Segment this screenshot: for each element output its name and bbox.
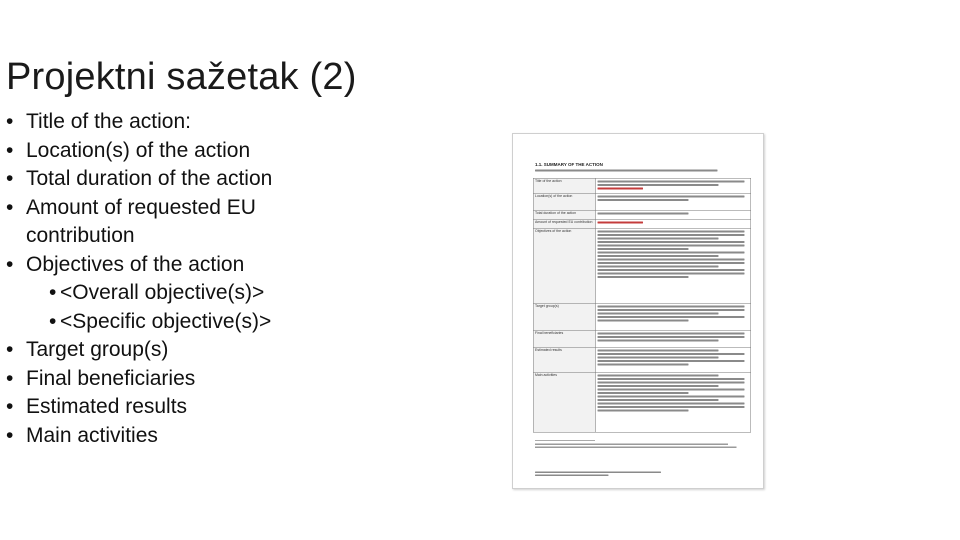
table-cell [596,303,751,330]
table-row-label: Total duration of the action [533,210,596,219]
bullet-item [4,165,444,194]
table-cell [596,210,751,219]
bullet-item [4,422,444,451]
table-row [533,330,751,347]
table-row-label: Location(s) of the action [533,193,596,210]
document-thumbnail [512,133,764,489]
table-row [533,193,751,210]
table-cell [596,178,751,193]
bullet-dot-icon: • [6,195,14,219]
bullet-dot-icon: • [6,167,14,190]
bullet-dot-icon: • [6,252,14,276]
bullet-text: Title of the action: [26,110,191,133]
table-row-label: Estimated results [533,347,596,372]
bullet-dot-icon: • [49,281,57,304]
bullet-dot-icon: • [6,338,14,361]
slide-title: Projektni sažetak (2) [6,56,357,98]
table-cell [596,219,751,228]
table-cell [596,347,751,372]
bullet-dot-icon: • [6,138,14,162]
bullet-dot-icon: • [6,423,14,447]
bullet-item [4,251,444,280]
table-row [533,210,751,219]
table-row-label: Final beneficiaries [533,330,596,347]
bullet-text: Target group(s) [26,338,169,361]
sub-bullet-item [4,308,444,337]
bullet-item [4,194,444,251]
table-row-label: Target group(s) [533,303,596,330]
document-page [513,134,763,377]
table-row-label: Main activities [533,372,596,432]
table-row [533,228,751,303]
table-row [533,372,751,432]
document-page-footer [535,470,745,478]
document-footnotes [535,440,745,450]
bullet-dot-icon: • [6,366,14,390]
table-row [533,347,751,372]
document-instruction [513,167,763,172]
document-heading: 1.1. SUMMARY OF THE ACTION [535,162,603,167]
bullet-text: Main activities [26,423,158,447]
table-cell [596,228,751,303]
bullet-item [4,108,444,137]
bullet-text: <Overall objective(s)> [60,281,265,304]
bullet-dot-icon: • [6,110,14,133]
table-row [533,303,751,330]
bullet-item [4,393,444,422]
bullet-text: Estimated results [26,395,188,418]
summary-table [533,178,751,433]
bullet-text: <Specific objective(s)> [60,309,272,333]
bullet-text: Final beneficiaries [26,366,196,390]
table-cell [596,193,751,210]
bullet-item [4,336,444,365]
bullet-item [4,365,444,394]
bullet-list [4,108,444,450]
sub-bullet-item [4,279,444,308]
table-row [533,178,751,193]
bullet-text: Total duration of the action [26,167,273,190]
table-row-label: Amount of requested EU contribution [533,219,596,228]
table-cell [596,330,751,347]
bullet-item [4,137,444,166]
table-cell [596,372,751,432]
bullet-text-continuation: contribution [26,224,135,247]
bullet-text: Amount of requested EU [26,195,256,219]
bullet-dot-icon: • [6,395,14,418]
bullet-text: Location(s) of the action [26,138,251,162]
table-row [533,219,751,228]
bullet-text: Objectives of the action [26,252,245,276]
bullet-dot-icon: • [49,309,57,333]
table-row-label: Objectives of the action [533,228,596,303]
table-row-label: Title of the action [533,178,596,193]
